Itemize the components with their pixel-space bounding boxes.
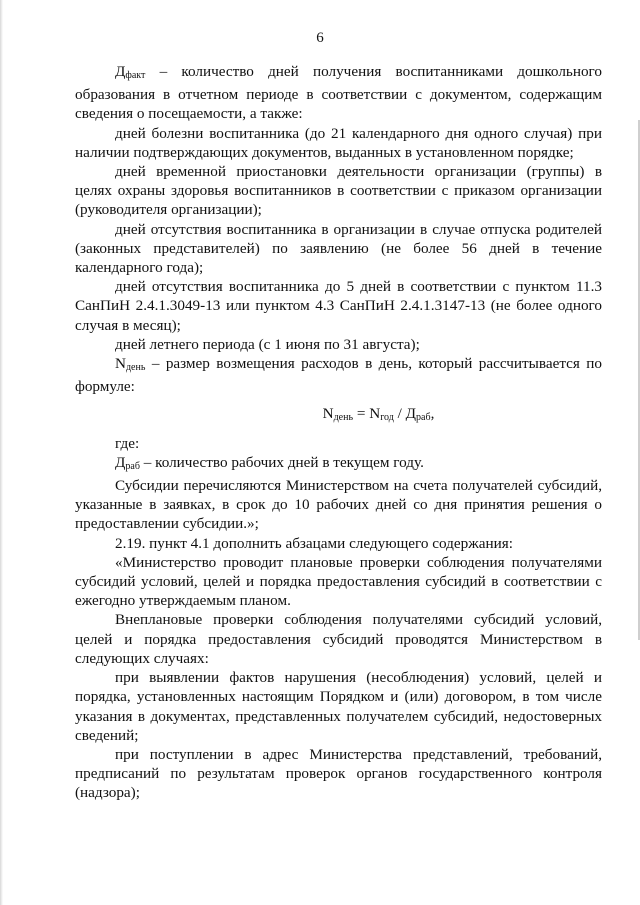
formula-divide: / [393, 405, 406, 423]
paragraph: дней временной приостановки деятельности организации (группы) в целях охраны здоровья воспитанников в соответствии с приказом организации (руководителя организации); [75, 163, 602, 219]
where-label: где: [115, 434, 140, 452]
page-number: 6 [316, 30, 324, 46]
paragraph: при поступлении в адрес Министерства представлений, требований, предписаний по результатам проверок органов государственного контроля (надзора); [75, 745, 602, 802]
formula-sub: год [380, 412, 394, 424]
formula [75, 404, 602, 427]
paragraph: «Министерство проводит плановые проверки соблюдения получателями субсидий условий, целей и порядка предоставления субсидий в соответствии с ежегодно утверждаемым планом. [75, 553, 602, 610]
paragraph-text: – количество рабочих дней в текущем году. [139, 453, 424, 471]
formula-sub: день [333, 412, 354, 424]
symbol: N [115, 355, 126, 373]
paragraph: Субсидии перечисляются Министерством на счета получателей субсидий, указанные в заявках, в срок до 10 рабочих дней со дня принятия решения о предоставлении субсидии.»; [75, 477, 602, 533]
paragraph: дней летнего периода (с 1 июня по 31 августа); [115, 335, 420, 353]
document-body [75, 62, 602, 803]
subscript: раб [125, 460, 140, 472]
paragraph-text: – размер возмещения расходов в день, который рассчитывается по формуле: [75, 355, 602, 396]
symbol: Д [115, 63, 126, 80]
subscript: факт [125, 70, 146, 81]
symbol: Д [115, 453, 126, 471]
subscript: день [125, 362, 146, 374]
formula-tail: , [430, 405, 435, 423]
paragraph-n-den [75, 354, 602, 396]
scan-left-edge [0, 0, 3, 905]
paragraph: 2.19. пункт 4.1 дополнить абзацами следующего содержания: [115, 534, 513, 552]
paragraph: дней отсутствия воспитанника до 5 дней в соответствии с пунктом 11.3 СанПиН 2.4.1.3049-13 или пунктом 4.3 СанПиН 2.4.1.3147-13 (не более одного случая в месяц); [75, 278, 602, 334]
formula-d-rab: Д [405, 405, 417, 423]
formula-sub: раб [416, 412, 431, 424]
paragraph: Внеплановые проверки соблюдения получателями субсидий условий, целей и порядка предоставления субсидий проводятся Министерством в следующих случаях: [75, 611, 602, 667]
paragraph: дней отсутствия воспитанника в организации в случае отпуска родителей (законных представителей) по заявлению (не более 56 дней в течение календарного года); [75, 220, 602, 277]
paragraph-text: – количество дней получения воспитанниками дошкольного образования в отчетном периоде в соответствии с документом, содержащим сведения о посещаемости, а также: [75, 63, 602, 123]
paragraph: дней болезни воспитанника (до 21 календарного дня одного случая) при наличии подтверждающих документов, выданных в установленном порядке; [75, 124, 602, 161]
paragraph: при выявлении фактов нарушения (несоблюдения) условий, целей и порядка, установленных настоящим Порядком и (или) договором, в том числе указания в документах, представленных получателем субсидий, недостоверных сведений; [75, 669, 602, 744]
paragraph-d-rab [75, 453, 602, 476]
paragraph-d-fakt [75, 62, 602, 124]
formula-n-god: N [369, 405, 381, 423]
formula-equals: = [353, 405, 370, 423]
formula-n-den: N [322, 405, 334, 423]
